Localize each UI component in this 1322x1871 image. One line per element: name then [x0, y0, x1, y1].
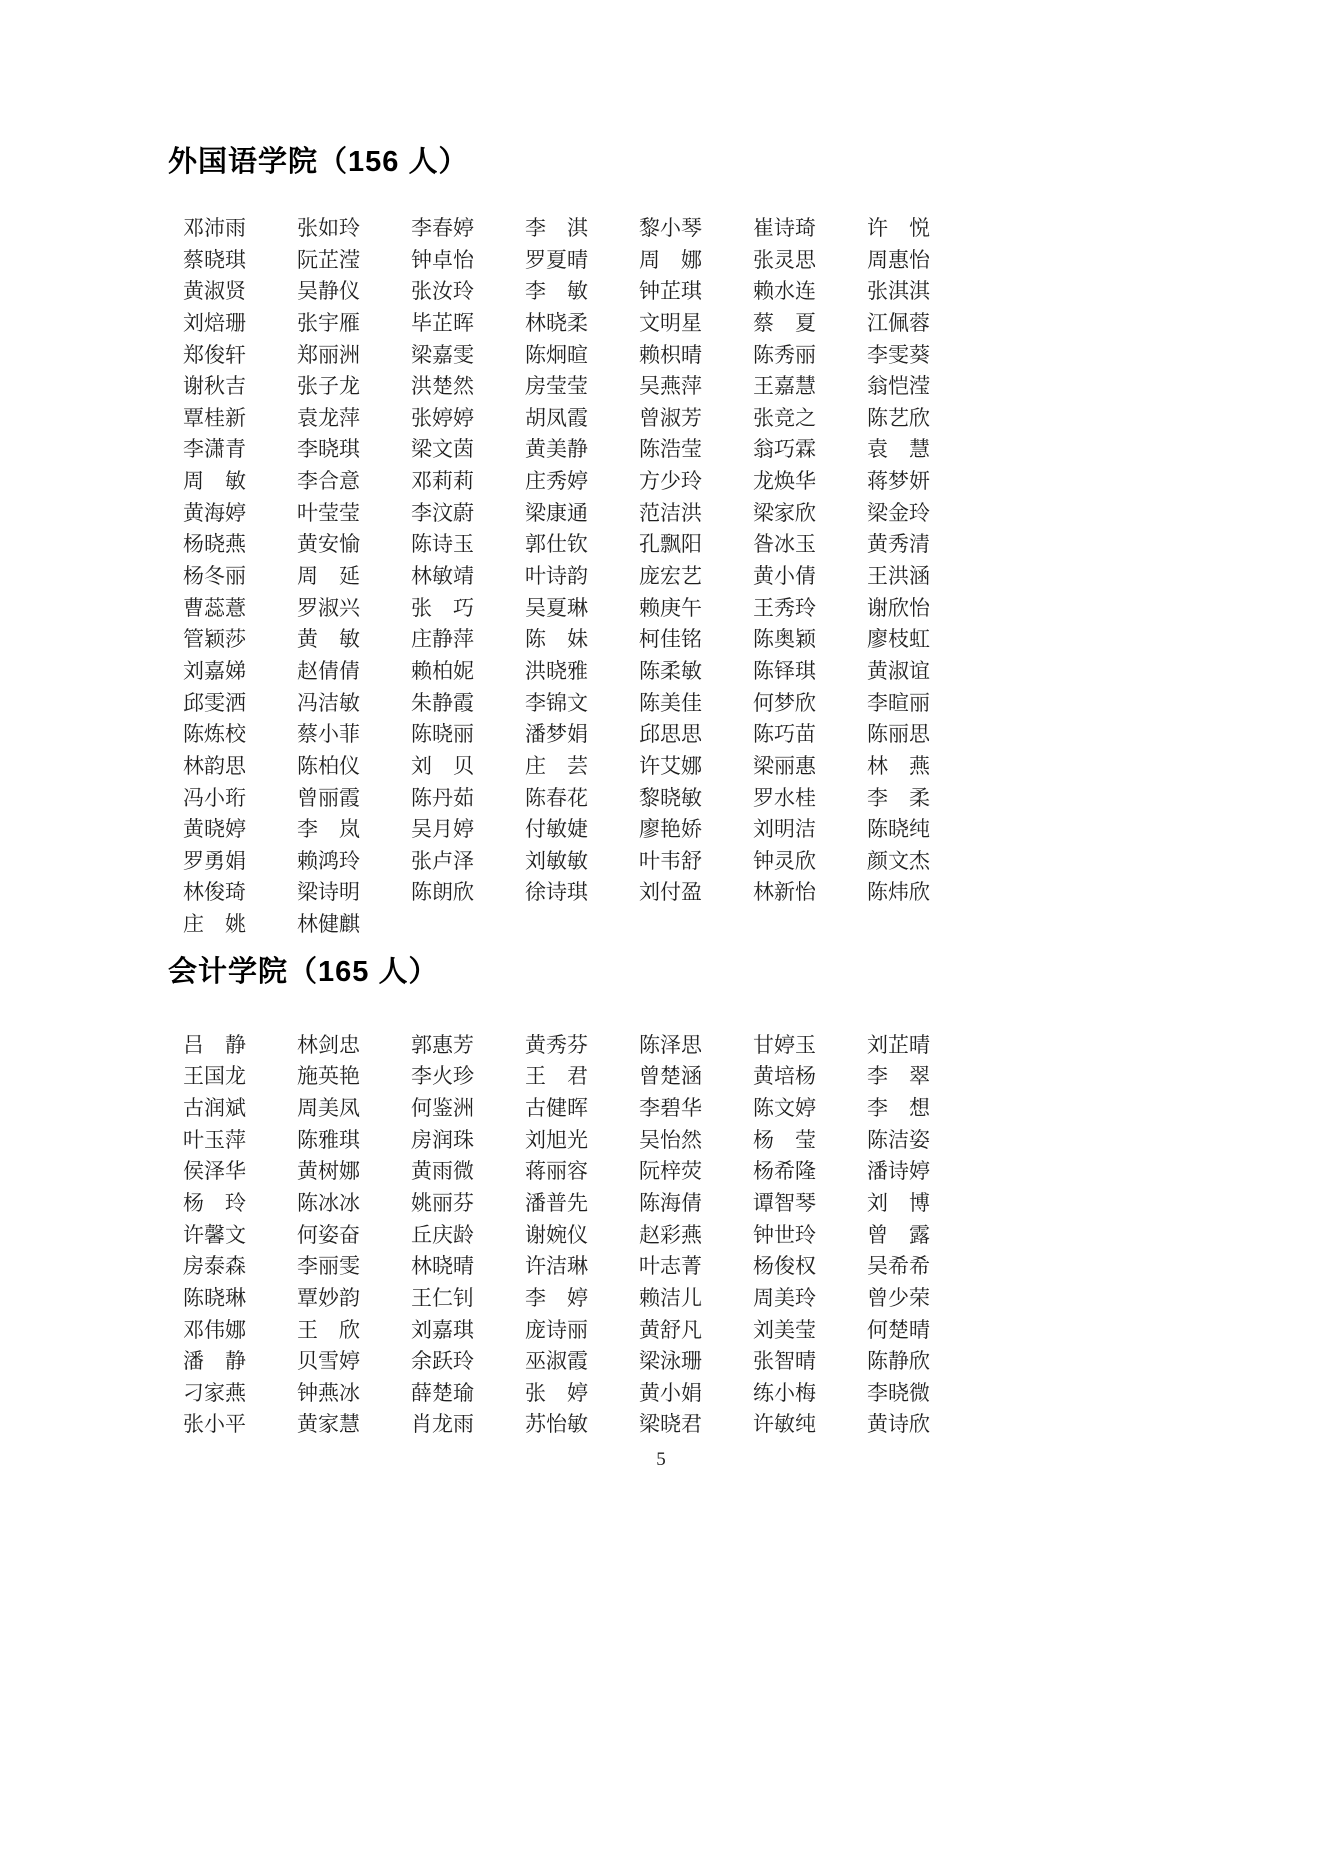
student-name: 刘美莹 [753, 1317, 816, 1342]
student-name: 蔡 夏 [753, 310, 816, 335]
student-name: 许艾娜 [639, 753, 702, 778]
student-name: 李晓琪 [297, 437, 360, 462]
student-name: 曾少荣 [867, 1285, 930, 1310]
student-name: 赖枳晴 [639, 342, 702, 367]
student-name: 吕 静 [183, 1032, 246, 1057]
student-name: 赖柏妮 [411, 658, 474, 683]
student-name: 林晓晴 [411, 1254, 474, 1279]
name-row [183, 1125, 930, 1157]
student-name: 李暄丽 [867, 690, 930, 715]
student-name: 罗淑兴 [297, 595, 360, 620]
student-name: 谢秋吉 [183, 374, 246, 399]
student-name: 黎晓敏 [639, 785, 702, 810]
student-name: 杨希隆 [753, 1159, 816, 1184]
student-name: 陈静欣 [867, 1349, 930, 1374]
student-name: 陈雅琪 [297, 1127, 360, 1152]
student-name: 钟燕冰 [297, 1380, 360, 1405]
student-name: 李碧华 [639, 1096, 702, 1121]
student-name: 罗勇娟 [183, 848, 246, 873]
student-name: 王秀玲 [753, 595, 816, 620]
student-name: 陈冰冰 [297, 1190, 360, 1215]
student-name: 王 君 [525, 1064, 588, 1089]
student-name: 刘旭光 [525, 1127, 588, 1152]
name-row [183, 783, 930, 815]
student-name: 钟卓怡 [411, 247, 474, 272]
student-name: 许洁琳 [525, 1254, 588, 1279]
student-name: 叶诗韵 [525, 564, 588, 589]
student-name: 罗水桂 [753, 785, 816, 810]
student-name: 翁恺滢 [867, 374, 930, 399]
student-name: 李潇青 [183, 437, 246, 462]
student-name: 覃妙韵 [297, 1285, 360, 1310]
name-grid-accounting [183, 1030, 930, 1441]
student-name: 廖枝虹 [867, 627, 930, 652]
student-name: 崔诗琦 [753, 216, 816, 240]
student-name: 李晓微 [867, 1380, 930, 1405]
student-name: 吴月婷 [411, 817, 474, 842]
student-name: 周 延 [297, 564, 360, 589]
student-name: 巫淑霞 [525, 1349, 588, 1374]
student-name: 吴希希 [867, 1254, 930, 1279]
student-name: 陈晓丽 [411, 722, 474, 747]
student-name: 曾 露 [867, 1222, 930, 1247]
student-name: 张灵思 [753, 247, 816, 272]
student-name: 刘敏敏 [525, 848, 588, 873]
student-name: 庄 芸 [525, 753, 588, 778]
student-name: 付敏婕 [525, 817, 588, 842]
student-name: 梁文茵 [411, 437, 474, 462]
student-name: 王洪涵 [867, 564, 930, 589]
student-name: 陈诗玉 [411, 532, 474, 557]
student-name: 陈美佳 [639, 690, 702, 715]
name-row [183, 1251, 930, 1283]
name-row [183, 1283, 930, 1315]
student-name: 昝冰玉 [753, 532, 816, 557]
student-name: 刘 博 [867, 1190, 930, 1215]
student-name: 梁康通 [525, 500, 588, 525]
name-row [183, 371, 930, 403]
student-name: 陈炜欣 [867, 880, 930, 905]
student-name: 张卢泽 [411, 848, 474, 873]
student-name: 梁诗明 [297, 880, 360, 905]
student-name: 王国龙 [183, 1064, 246, 1089]
student-name: 陈秀丽 [753, 342, 816, 367]
name-row [183, 308, 930, 340]
student-name: 李汶蔚 [411, 500, 474, 525]
student-name: 甘婷玉 [753, 1032, 816, 1057]
student-name: 黄淑谊 [867, 658, 930, 683]
student-name: 何梦欣 [753, 690, 816, 715]
student-name: 李合意 [297, 469, 360, 494]
student-name: 李 柔 [867, 785, 930, 810]
student-name: 钟灵欣 [753, 848, 816, 873]
student-name: 黄海婷 [183, 500, 246, 525]
student-name: 刘明洁 [753, 817, 816, 842]
student-name: 李锦文 [525, 690, 588, 715]
name-row [183, 877, 930, 909]
student-name: 杨晓燕 [183, 532, 246, 557]
student-name: 薛楚瑜 [411, 1380, 474, 1405]
student-name: 陈晓纯 [867, 817, 930, 842]
name-row [183, 624, 930, 656]
name-row [183, 656, 930, 688]
student-name: 李火珍 [411, 1064, 474, 1089]
student-name: 阮梓荧 [639, 1159, 702, 1184]
student-name: 潘诗婷 [867, 1159, 930, 1184]
name-row [183, 529, 930, 561]
student-name: 张子龙 [297, 374, 360, 399]
student-name: 梁家欣 [753, 500, 816, 525]
student-name: 王仁钊 [411, 1285, 474, 1310]
student-name: 刘付盈 [639, 880, 702, 905]
student-name: 郭仕钦 [525, 532, 588, 557]
student-name: 林 燕 [867, 753, 930, 778]
name-row [183, 1061, 930, 1093]
student-name: 赵彩燕 [639, 1222, 702, 1247]
student-name: 李 婷 [525, 1285, 588, 1310]
student-name: 周 娜 [639, 247, 702, 272]
name-row [183, 909, 930, 941]
student-name: 朱静霞 [411, 690, 474, 715]
student-name: 黄淑贤 [183, 279, 246, 304]
student-name: 林俊琦 [183, 880, 246, 905]
student-name: 陈浩莹 [639, 437, 702, 462]
student-name: 陈朗欣 [411, 880, 474, 905]
student-name: 李 岚 [297, 817, 360, 842]
student-name: 邓沛雨 [183, 216, 246, 240]
student-name: 施英艳 [297, 1064, 360, 1089]
student-name: 钟世玲 [753, 1222, 816, 1247]
student-name: 肖龙雨 [411, 1412, 474, 1437]
student-name: 陈晓琳 [183, 1285, 246, 1310]
student-name: 陈丽思 [867, 722, 930, 747]
name-row [183, 340, 930, 372]
student-name: 文明星 [639, 310, 702, 335]
student-name: 贝雪婷 [297, 1349, 360, 1374]
student-name: 黄舒凡 [639, 1317, 702, 1342]
name-row [183, 213, 930, 245]
student-name: 黄培杨 [753, 1064, 816, 1089]
student-name: 周惠怡 [867, 247, 930, 272]
student-name: 叶韦舒 [639, 848, 702, 873]
student-name: 梁晓君 [639, 1412, 702, 1437]
name-row [183, 1346, 930, 1378]
student-name: 郑俊轩 [183, 342, 246, 367]
student-name: 黄晓婷 [183, 817, 246, 842]
student-name: 刘焙珊 [183, 310, 246, 335]
student-name: 庞宏艺 [639, 564, 702, 589]
student-name: 何鉴洲 [411, 1096, 474, 1121]
student-name: 翁巧霖 [753, 437, 816, 462]
name-row [183, 466, 930, 498]
student-name: 龙焕华 [753, 469, 816, 494]
student-name: 庄 姚 [183, 912, 246, 937]
student-name: 曾淑芳 [639, 405, 702, 430]
student-name: 冯洁敏 [297, 690, 360, 715]
student-name: 江佩蓉 [867, 310, 930, 335]
student-name: 陈艺欣 [867, 405, 930, 430]
student-name: 谢欣怡 [867, 595, 930, 620]
student-name: 梁丽惠 [753, 753, 816, 778]
student-name: 周美凤 [297, 1096, 360, 1121]
student-name: 黄安愉 [297, 532, 360, 557]
student-name: 赖洁儿 [639, 1285, 702, 1310]
student-name: 柯佳铭 [639, 627, 702, 652]
student-name: 丘庆龄 [411, 1222, 474, 1247]
section-title-accounting: 会计学院（165 人） [168, 955, 439, 988]
student-name: 徐诗琪 [525, 880, 588, 905]
student-name: 孔飘阳 [639, 532, 702, 557]
student-name: 黄美静 [525, 437, 588, 462]
student-name: 陈炼校 [183, 722, 246, 747]
student-name: 谢婉仪 [525, 1222, 588, 1247]
student-name: 练小梅 [753, 1380, 816, 1405]
student-name: 李 淇 [525, 216, 588, 240]
student-name: 刁家燕 [183, 1380, 246, 1405]
student-name: 何姿奋 [297, 1222, 360, 1247]
student-name: 曹蕊薏 [183, 595, 246, 620]
student-name: 陈文婷 [753, 1096, 816, 1121]
student-name: 庄静萍 [411, 627, 474, 652]
student-name: 张婷婷 [411, 405, 474, 430]
student-name: 邓伟娜 [183, 1317, 246, 1342]
student-name: 吴静仪 [297, 279, 360, 304]
student-name: 陈奥颖 [753, 627, 816, 652]
student-name: 洪楚然 [411, 374, 474, 399]
student-name: 张淇淇 [867, 279, 930, 304]
student-name: 林韵思 [183, 753, 246, 778]
student-name: 阮芷滢 [297, 247, 360, 272]
student-name: 林新怡 [753, 880, 816, 905]
student-name: 陈炯暄 [525, 342, 588, 367]
student-name: 曾丽霞 [297, 785, 360, 810]
student-name: 李 翠 [867, 1064, 930, 1089]
student-name: 冯小珩 [183, 785, 246, 810]
student-name: 郑丽洲 [297, 342, 360, 367]
name-row [183, 245, 930, 277]
student-name: 周 敏 [183, 469, 246, 494]
student-name: 蔡小菲 [297, 722, 360, 747]
name-row [183, 1315, 930, 1347]
name-row [183, 719, 930, 751]
student-name: 刘芷晴 [867, 1032, 930, 1057]
student-name: 房润珠 [411, 1127, 474, 1152]
student-name: 黄家慧 [297, 1412, 360, 1437]
student-name: 邓莉莉 [411, 469, 474, 494]
name-row [183, 276, 930, 308]
student-name: 胡凤霞 [525, 405, 588, 430]
student-name: 房泰森 [183, 1254, 246, 1279]
student-name: 许敏纯 [753, 1412, 816, 1437]
student-name: 张汝玲 [411, 279, 474, 304]
name-row [183, 593, 930, 625]
student-name: 杨冬丽 [183, 564, 246, 589]
name-row [183, 1030, 930, 1062]
name-row [183, 846, 930, 878]
student-name: 方少玲 [639, 469, 702, 494]
student-name: 张小平 [183, 1412, 246, 1437]
student-name: 黄秀清 [867, 532, 930, 557]
student-name: 黄小娟 [639, 1380, 702, 1405]
student-name: 陈巧苗 [753, 722, 816, 747]
student-name: 王 欣 [297, 1317, 360, 1342]
name-row [183, 751, 930, 783]
student-name: 邱思思 [639, 722, 702, 747]
student-name: 覃桂新 [183, 405, 246, 430]
student-name: 姚丽芬 [411, 1190, 474, 1215]
student-name: 杨 莹 [753, 1127, 816, 1152]
student-name: 陈柏仪 [297, 753, 360, 778]
student-name: 陈洁姿 [867, 1127, 930, 1152]
student-name: 赖庚午 [639, 595, 702, 620]
student-name: 梁嘉雯 [411, 342, 474, 367]
student-name: 苏怡敏 [525, 1412, 588, 1437]
name-row [183, 688, 930, 720]
student-name: 潘 静 [183, 1349, 246, 1374]
student-name: 林晓柔 [525, 310, 588, 335]
student-name: 李春婷 [411, 216, 474, 240]
name-row [183, 1409, 930, 1441]
student-name: 赵倩倩 [297, 658, 360, 683]
student-name: 蔡晓琪 [183, 247, 246, 272]
student-name: 袁 慧 [867, 437, 930, 462]
student-name: 蒋丽容 [525, 1159, 588, 1184]
student-name: 陈柔敏 [639, 658, 702, 683]
student-name: 叶莹莹 [297, 500, 360, 525]
student-name: 曾楚涵 [639, 1064, 702, 1089]
student-name: 李 想 [867, 1096, 930, 1121]
student-name: 杨 玲 [183, 1190, 246, 1215]
section-title-foreign-languages: 外国语学院（156 人） [168, 146, 469, 178]
student-name: 周美玲 [753, 1285, 816, 1310]
student-name: 吴夏琳 [525, 595, 588, 620]
student-name: 林健麒 [297, 912, 360, 937]
student-name: 赖鸿玲 [297, 848, 360, 873]
name-row [183, 561, 930, 593]
student-name: 黎小琴 [639, 216, 702, 240]
student-name: 陈丹茹 [411, 785, 474, 810]
student-name: 颜文杰 [867, 848, 930, 873]
student-name: 黄 敏 [297, 627, 360, 652]
name-grid-foreign-languages [183, 213, 930, 941]
student-name: 房莹莹 [525, 374, 588, 399]
student-name: 张宇雁 [297, 310, 360, 335]
name-row [183, 1093, 930, 1125]
student-name: 许馨文 [183, 1222, 246, 1247]
student-name: 张 婷 [525, 1380, 588, 1405]
student-name: 黄树娜 [297, 1159, 360, 1184]
name-row [183, 814, 930, 846]
student-name: 蒋梦妍 [867, 469, 930, 494]
student-name: 陈 妹 [525, 627, 588, 652]
student-name: 黄诗欣 [867, 1412, 930, 1437]
student-name: 管颖莎 [183, 627, 246, 652]
student-name: 叶玉萍 [183, 1127, 246, 1152]
student-name: 古润斌 [183, 1096, 246, 1121]
student-name: 邱雯洒 [183, 690, 246, 715]
student-name: 侯泽华 [183, 1159, 246, 1184]
student-name: 庞诗丽 [525, 1317, 588, 1342]
student-name: 谭智琴 [753, 1190, 816, 1215]
student-name: 刘 贝 [411, 753, 474, 778]
student-name: 陈泽思 [639, 1032, 702, 1057]
student-name: 陈春花 [525, 785, 588, 810]
student-name: 张 巧 [411, 595, 474, 620]
student-name: 陈铎琪 [753, 658, 816, 683]
student-name: 李 敏 [525, 279, 588, 304]
student-name: 叶志菁 [639, 1254, 702, 1279]
student-name: 罗夏晴 [525, 247, 588, 272]
name-row [183, 1156, 930, 1188]
student-name: 何楚晴 [867, 1317, 930, 1342]
student-name: 陈海倩 [639, 1190, 702, 1215]
student-name: 潘普先 [525, 1190, 588, 1215]
name-row [183, 403, 930, 435]
student-name: 袁龙萍 [297, 405, 360, 430]
student-name: 范洁洪 [639, 500, 702, 525]
name-row [183, 498, 930, 530]
student-name: 张智晴 [753, 1349, 816, 1374]
student-name: 李雯葵 [867, 342, 930, 367]
name-row [183, 434, 930, 466]
name-row [183, 1188, 930, 1220]
student-name: 古健晖 [525, 1096, 588, 1121]
student-name: 林剑忠 [297, 1032, 360, 1057]
name-row [183, 1220, 930, 1252]
student-name: 梁金玲 [867, 500, 930, 525]
student-name: 许 悦 [867, 216, 930, 240]
student-name: 毕芷晖 [411, 310, 474, 335]
page-number: 5 [656, 1449, 666, 1471]
student-name: 洪晓雅 [525, 658, 588, 683]
student-name: 黄雨微 [411, 1159, 474, 1184]
student-name: 黄秀芬 [525, 1032, 588, 1057]
student-name: 刘嘉琪 [411, 1317, 474, 1342]
student-name: 余跃玲 [411, 1349, 474, 1374]
student-name: 张竞之 [753, 405, 816, 430]
student-name: 黄小倩 [753, 564, 816, 589]
student-name: 吴怡然 [639, 1127, 702, 1152]
student-name: 廖艳娇 [639, 817, 702, 842]
student-name: 林敏靖 [411, 564, 474, 589]
student-name: 赖水连 [753, 279, 816, 304]
name-row [183, 1378, 930, 1410]
student-name: 梁泳珊 [639, 1349, 702, 1374]
student-name: 王嘉慧 [753, 374, 816, 399]
student-name: 潘梦娟 [525, 722, 588, 747]
student-name: 张如玲 [297, 216, 360, 240]
student-name: 杨俊权 [753, 1254, 816, 1279]
student-name: 吴燕萍 [639, 374, 702, 399]
student-name: 郭惠芳 [411, 1032, 474, 1057]
student-name: 刘嘉娣 [183, 658, 246, 683]
student-name: 钟芷琪 [639, 279, 702, 304]
student-name: 庄秀婷 [525, 469, 588, 494]
student-name: 李丽雯 [297, 1254, 360, 1279]
